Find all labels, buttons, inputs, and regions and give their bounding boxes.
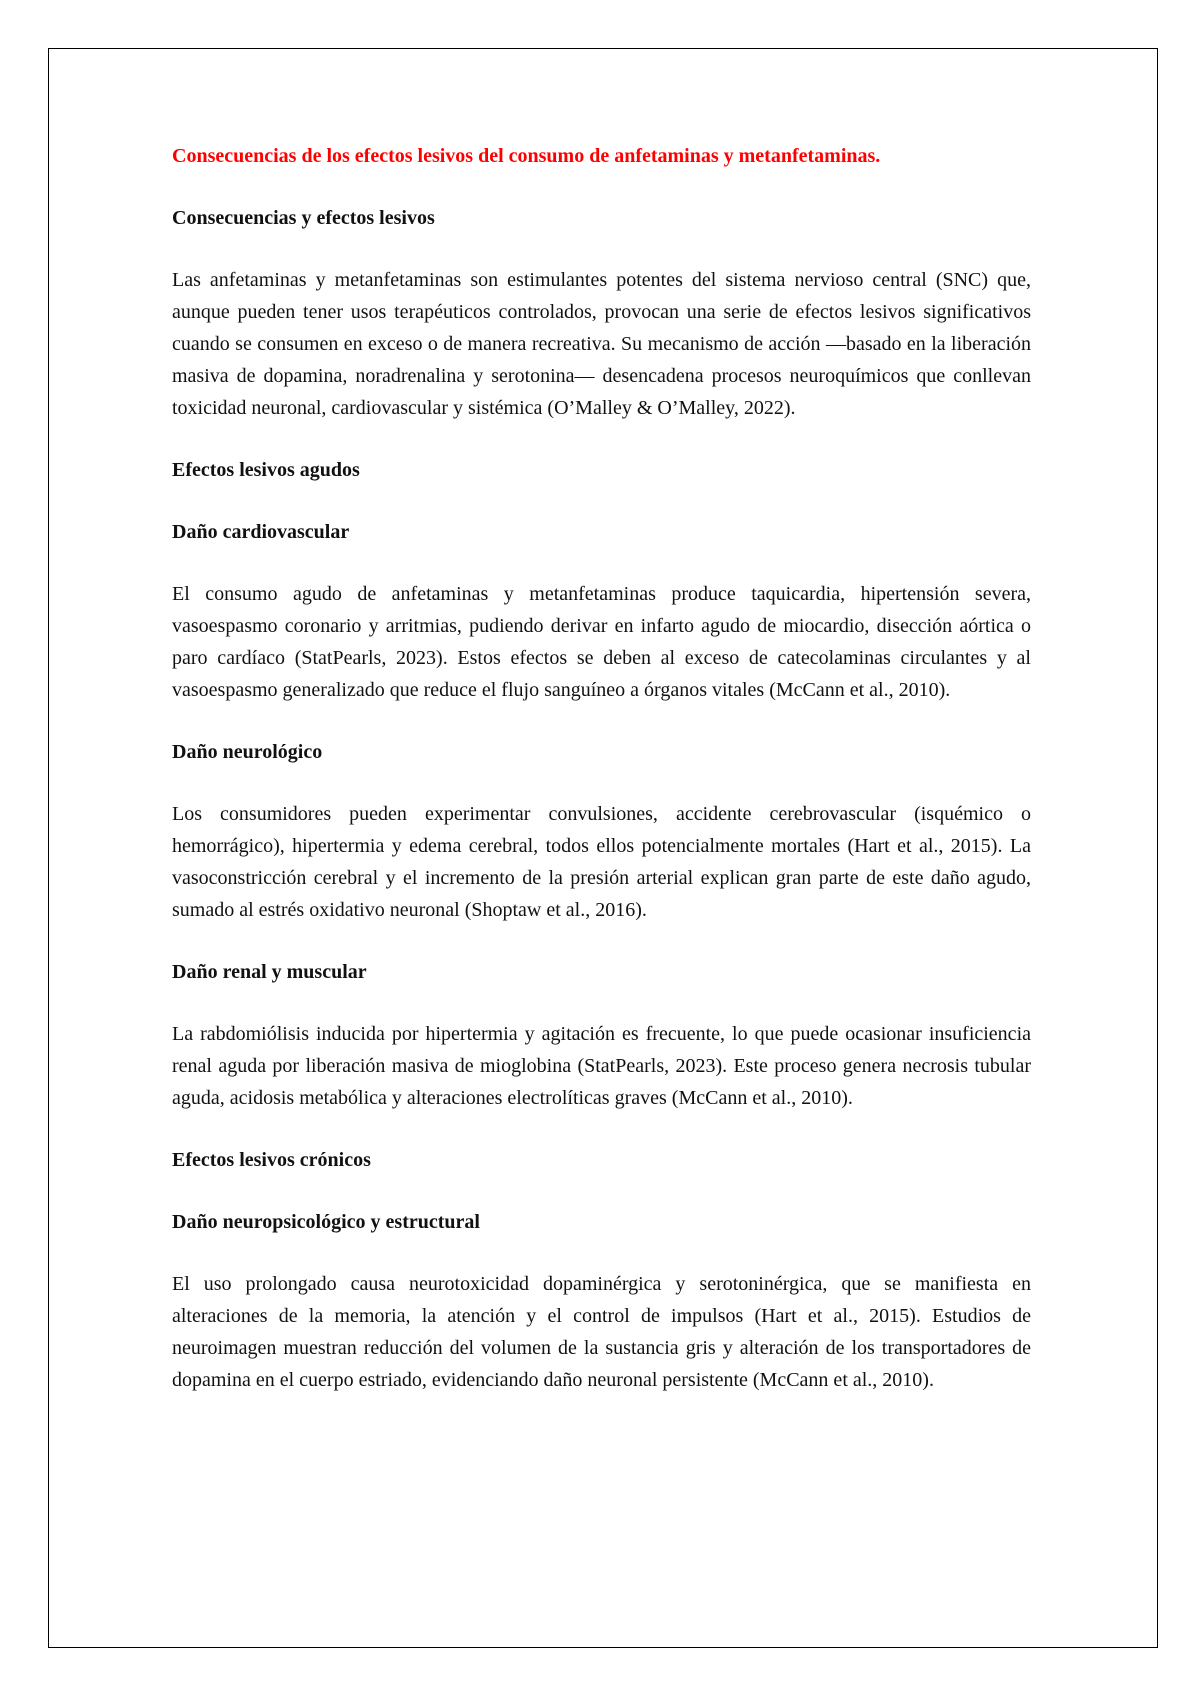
paragraph-renal-muscular: La rabdomiólisis inducida por hipertermia y agitación es frecuente, lo que puede ocasionar insuficiencia renal aguda por liberación masiva de mioglobina (StatPearls, 2023). Este proceso genera necrosis tubular aguda, acidosis metabólica y alteraciones electrolíticas graves (McCann et al., 2010).: [172, 1023, 1031, 1109]
section-heading-neurologico: Daño neurológico: [172, 741, 323, 763]
section-heading-consecuencias: Consecuencias y efectos lesivos: [172, 207, 435, 229]
section-heading-renal-muscular: Daño renal y muscular: [172, 961, 367, 983]
paragraph-neurologico: Los consumidores pueden experimentar convulsiones, accidente cerebrovascular (isquémico o hemorrágico), hipertermia y edema cerebral, todos ellos potencialmente mortales (Hart et al., 2015). La vasoconstricción cerebral y el incremento de la presión arterial explican gran parte de este daño agudo, sumado al estrés oxidativo neuronal (Shoptaw et al., 2016).: [172, 803, 1031, 921]
section-heading-cronicos: Efectos lesivos crónicos: [172, 1149, 371, 1171]
document-title: Consecuencias de los efectos lesivos del consumo de anfetaminas y metanfetaminas.: [172, 145, 881, 167]
section-heading-neuropsicologico: Daño neuropsicológico y estructural: [172, 1211, 480, 1233]
paragraph-neuropsicologico: El uso prolongado causa neurotoxicidad dopaminérgica y serotoninérgica, que se manifiesta en alteraciones de la memoria, la atención y el control de impulsos (Hart et al., 2015). Estudios de neuroimagen muestran reducción del volumen de la sustancia gris y alteración de los transportadores de dopamina en el cuerpo estriado, evidenciando daño neuronal persistente (McCann et al., 2010).: [172, 1273, 1031, 1391]
paragraph-consecuencias: Las anfetaminas y metanfetaminas son estimulantes potentes del sistema nervioso central (SNC) que, aunque pueden tener usos terapéuticos controlados, provocan una serie de efectos lesivos significativos cuando se consumen en exceso o de manera recreativa. Su mecanismo de acción —basado en la liberación masiva de dopamina, noradrenalina y serotonina— desencadena procesos neuroquímicos que conllevan toxicidad neuronal, cardiovascular y sistémica (O’Malley & O’Malley, 2022).: [172, 269, 1031, 419]
paragraph-cardiovascular: El consumo agudo de anfetaminas y metanfetaminas produce taquicardia, hipertensión severa, vasoespasmo coronario y arritmias, pudiendo derivar en infarto agudo de miocardio, disección aórtica o paro cardíaco (StatPearls, 2023). Estos efectos se deben al exceso de catecolaminas circulantes y al vasoespasmo generalizado que reduce el flujo sanguíneo a órganos vitales (McCann et al., 2010).: [172, 583, 1031, 701]
document-body: [172, 140, 1031, 1426]
section-heading-cardiovascular: Daño cardiovascular: [172, 521, 350, 543]
section-heading-agudos: Efectos lesivos agudos: [172, 459, 360, 481]
